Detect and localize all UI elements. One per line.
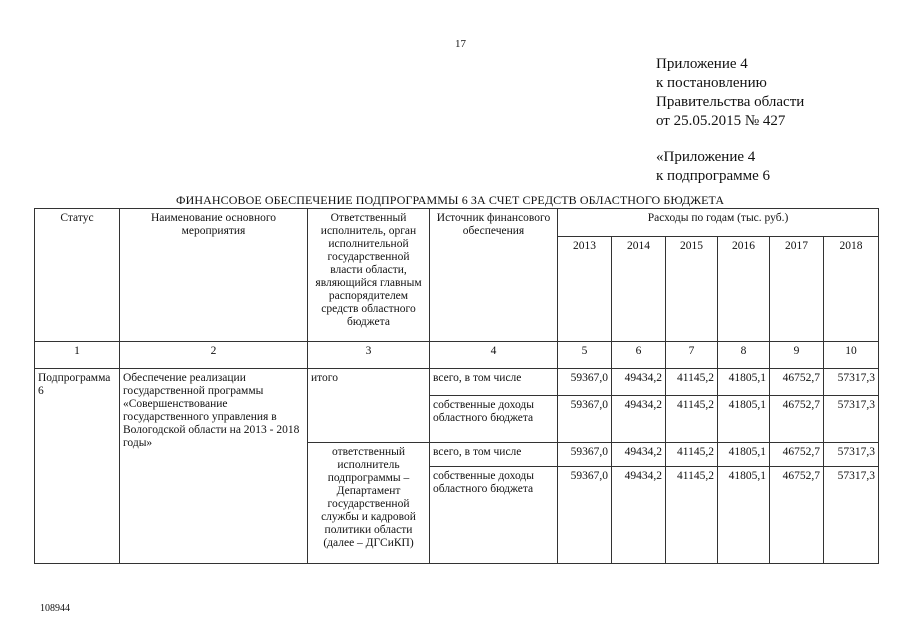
column-number: 10 xyxy=(824,342,879,369)
column-number: 1 xyxy=(35,342,120,369)
source-cell: всего, в том числе xyxy=(430,443,558,467)
annex-block xyxy=(656,55,804,131)
header-year: 2013 xyxy=(558,237,612,342)
column-number: 4 xyxy=(430,342,558,369)
source-cell: собственные доходы областного бюджета xyxy=(430,396,558,443)
header-year: 2015 xyxy=(666,237,718,342)
executor-cell: ответственный исполнитель подпрограммы – Департамент государственной службы и кадровой политики области (далее – ДГСиКП) xyxy=(308,443,430,564)
page-number: 17 xyxy=(455,38,466,50)
value-cell: 59367,0 xyxy=(558,369,612,396)
annex-sub-line: «Приложение 4 xyxy=(656,149,756,165)
column-number: 8 xyxy=(718,342,770,369)
value-cell: 49434,2 xyxy=(612,467,666,564)
value-cell: 49434,2 xyxy=(612,443,666,467)
value-cell: 59367,0 xyxy=(558,443,612,467)
value-cell: 57317,3 xyxy=(824,369,879,396)
header-measure: Наименование основного мероприятия xyxy=(120,209,308,342)
budget-table xyxy=(34,208,879,564)
document-code: 108944 xyxy=(40,603,70,614)
column-number: 9 xyxy=(770,342,824,369)
executor-cell: итого xyxy=(308,369,430,443)
value-cell: 59367,0 xyxy=(558,396,612,443)
annex-line: Правительства области xyxy=(656,94,805,110)
header-year: 2014 xyxy=(612,237,666,342)
value-cell: 41145,2 xyxy=(666,467,718,564)
header-expenses: Расходы по годам (тыс. руб.) xyxy=(558,209,879,237)
value-cell: 57317,3 xyxy=(824,396,879,443)
measure-cell: Обеспечение реализации государственной программы «Совершенствование государственного управления в Вологодской области на 2013 - 2018 годы» xyxy=(120,369,308,564)
column-number: 2 xyxy=(120,342,308,369)
document-title: ФИНАНСОВОЕ ОБЕСПЕЧЕНИЕ ПОДПРОГРАММЫ 6 ЗА СЧЕТ СРЕДСТВ ОБЛАСТНОГО БЮДЖЕТА xyxy=(176,193,725,207)
column-number-row xyxy=(35,342,879,369)
annex-sub-block xyxy=(656,148,770,186)
column-number: 6 xyxy=(612,342,666,369)
table-row xyxy=(35,369,879,396)
source-cell: собственные доходы областного бюджета xyxy=(430,467,558,564)
value-cell: 46752,7 xyxy=(770,396,824,443)
header-status: Статус xyxy=(35,209,120,342)
annex-line: к постановлению xyxy=(656,75,767,91)
value-cell: 46752,7 xyxy=(770,369,824,396)
value-cell: 46752,7 xyxy=(770,467,824,564)
header-year: 2017 xyxy=(770,237,824,342)
source-cell: всего, в том числе xyxy=(430,369,558,396)
column-number: 7 xyxy=(666,342,718,369)
header-year: 2018 xyxy=(824,237,879,342)
status-cell: Подпрограмма 6 xyxy=(35,369,120,564)
value-cell: 41805,1 xyxy=(718,443,770,467)
value-cell: 41805,1 xyxy=(718,369,770,396)
header-source: Источник финансового обеспечения xyxy=(430,209,558,342)
value-cell: 41145,2 xyxy=(666,443,718,467)
annex-line: от 25.05.2015 № 427 xyxy=(656,113,786,129)
value-cell: 41145,2 xyxy=(666,396,718,443)
value-cell: 57317,3 xyxy=(824,467,879,564)
value-cell: 49434,2 xyxy=(612,396,666,443)
header-year: 2016 xyxy=(718,237,770,342)
annex-line: Приложение 4 xyxy=(656,56,748,72)
value-cell: 41805,1 xyxy=(718,467,770,564)
value-cell: 57317,3 xyxy=(824,443,879,467)
column-number: 3 xyxy=(308,342,430,369)
value-cell: 49434,2 xyxy=(612,369,666,396)
value-cell: 59367,0 xyxy=(558,467,612,564)
table-header-row xyxy=(35,209,879,237)
value-cell: 46752,7 xyxy=(770,443,824,467)
value-cell: 41805,1 xyxy=(718,396,770,443)
header-executor: Ответственный исполнитель, орган исполнительной государственной власти области, являющийся главным распорядителем средств областного бюджета xyxy=(308,209,430,342)
annex-sub-line: к подпрограмме 6 xyxy=(656,168,770,184)
value-cell: 41145,2 xyxy=(666,369,718,396)
column-number: 5 xyxy=(558,342,612,369)
